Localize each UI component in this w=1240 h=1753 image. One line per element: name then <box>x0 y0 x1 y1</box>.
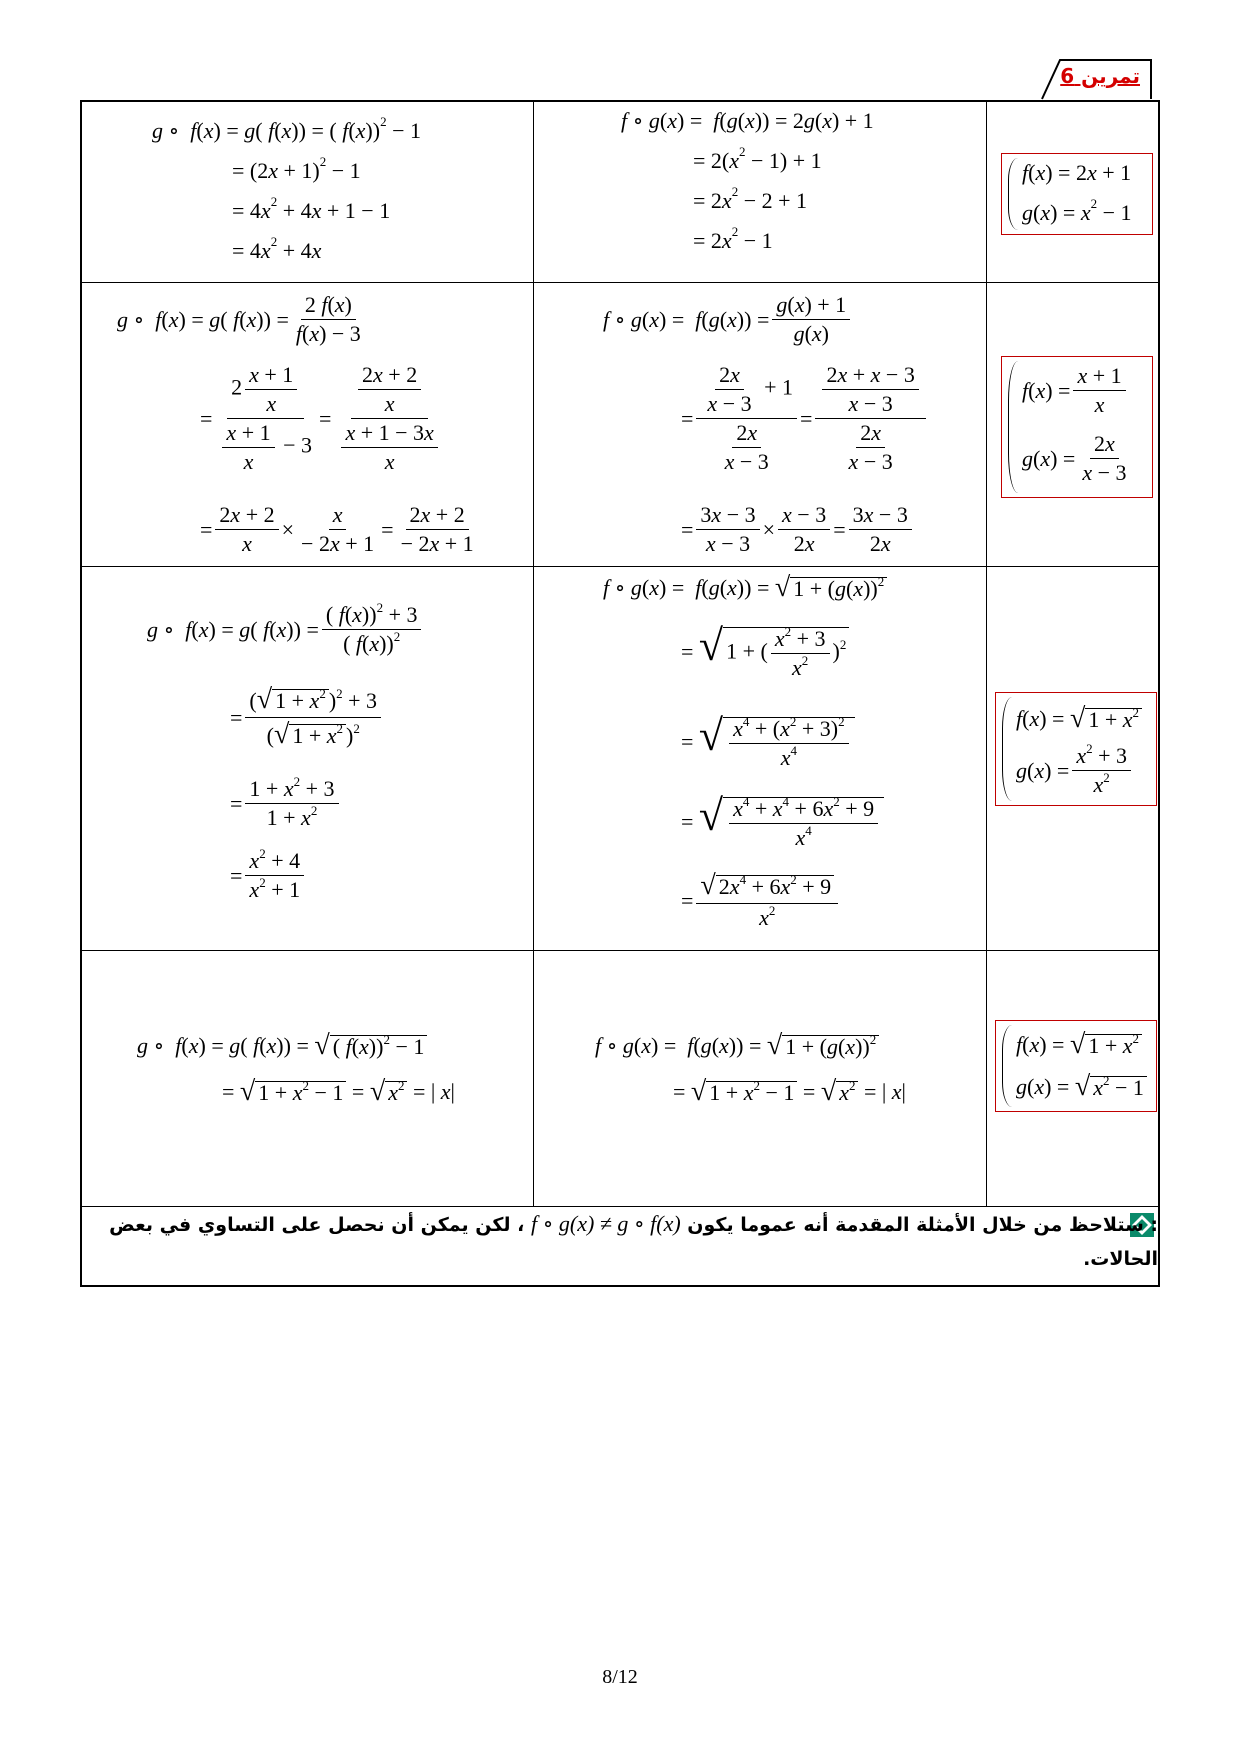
row-divider <box>82 1206 1158 1207</box>
definition-f: f ( x ) = √ $1 + x^2$ <box>1016 1031 1142 1059</box>
exercise-title: تمرين 6 <box>1060 64 1140 88</box>
fog-line-1: f ∘ g ( x ) = f ( g ( x )) = 2 g ( x ) + 1 <box>621 108 874 133</box>
fog-line-2: = 2( x 2 − 1) + 1 <box>693 143 822 173</box>
definition-box <box>1001 153 1153 235</box>
definition-g: g ( x ) = $\frac{x^2 + 3}{x^2}$ <box>1016 745 1134 796</box>
brace <box>1002 697 1013 801</box>
fog-cell <box>533 282 986 566</box>
brace <box>1008 361 1019 493</box>
gof-line-3: = 4 x 2 + 4 x + 1 − 1 <box>232 193 391 223</box>
fog-line-2: = $\frac{2x}{x - 3}$ + 1 $\frac{2x}{x - 3}$ = $\frac{\frac{2x + x - 3}{x - 3}}{\frac{2x}{x - 3}}$ <box>681 364 929 473</box>
column-divider <box>986 102 987 1207</box>
conclusion-note <box>82 1208 1158 1276</box>
note-bullet: : <box>1150 1214 1158 1236</box>
gof-line-1: g ∘ f ( x ) = g ( f ( x )) = √ ( f(x))$^2$ − 1 <box>137 1032 427 1060</box>
fog-line-1: f ∘ g ( x ) = f ( g ( x )) = $\frac{g(x) + 1}{g(x)}$ <box>603 294 853 345</box>
definition-g: g ( x ) = $\frac{2x}{x - 3}$ <box>1022 431 1127 485</box>
gof-line-2: = √ $1 + x^2 - 1$ = √ $x^2$ = | x | <box>222 1076 455 1107</box>
fog-line-3: = √ $\frac{x^4 + (x^2 + 3)^2}{x^4}$ <box>681 714 855 769</box>
brace <box>1002 1025 1013 1107</box>
fog-line-3: = 2 x 2 − 2 + 1 <box>693 183 808 213</box>
gof-cell <box>82 282 533 566</box>
note-formula: f ∘ g(x) ≠ g ∘ f(x) <box>530 1211 681 1236</box>
gof-cell <box>82 566 533 950</box>
exercise-tab <box>1040 58 1152 100</box>
definition-f: f ( x ) = $\frac{x + 1}{x}$ <box>1022 365 1129 416</box>
math-text-index <box>0 1720 1240 1721</box>
gof-line-1: g ∘ f ( x ) = g ( f ( x )) = ( f ( x )) 2 − 1 <box>152 113 421 143</box>
fog-cell <box>533 566 986 950</box>
page-number: 8/12 <box>602 1666 638 1688</box>
fog-line-2: = √ 1 + ( $\frac{x^2 + 3}{x^2}$ )$^2$ <box>681 624 849 679</box>
fog-line-4: = √ $\frac{x^4 + x^4 + 6x^2 + 9}{x^4}$ <box>681 794 884 849</box>
definition-box <box>995 692 1157 806</box>
fog-line-1: f ∘ g ( x ) = f ( g ( x )) = √ $1 + (g(x))^2$ <box>595 1032 879 1060</box>
note-text-1: ستلاحظ من خلال الأمثلة المقدمة أنه عموما يكون <box>687 1214 1144 1236</box>
definition-box <box>1001 356 1153 498</box>
fog-line-1: f ∘ g ( x ) = f ( g ( x )) = √ $1 + (g(x))^2$ <box>603 574 887 602</box>
gof-line-3: = $\frac{2x + 2}{x}$ × $\frac{x}{- 2x + 1}$ = $\frac{2x + 2}{- 2x + 1}$ <box>200 502 474 556</box>
gof-line-4: = 4 x 2 + 4 x <box>232 233 322 263</box>
fog-cell <box>533 950 986 1206</box>
fog-line-5: = √ $2x^4 + 6x^2 + 9$ $x^2$ <box>681 872 841 929</box>
gof-line-3: = $\frac{1 + x^2 + 3}{1 + x^2}$ <box>230 778 342 829</box>
gof-cell <box>82 102 533 282</box>
note-text-2: ، لكن يمكن أن نحصل على التساوي في بعض الحالات. <box>109 1214 1158 1270</box>
brace <box>1008 158 1019 230</box>
fog-cell <box>533 102 986 282</box>
gof-line-2: = ( √ $1 + x^2$ )$^2$ + 3 ( √ $1 + x^2$ )$^2$ <box>230 686 384 749</box>
fog-line-4: = 2 x 2 − 1 <box>693 223 773 253</box>
definition-f: f ( x ) = 2 x + 1 <box>1022 160 1132 185</box>
definition-f: f ( x ) = √ $1 + x^2$ <box>1016 705 1142 733</box>
gof-line-1: g ∘ f ( x ) = g ( f ( x )) = $\frac{( f(x))^2 + 3}{( f(x))^2}$ <box>147 604 424 655</box>
exercise-table <box>80 100 1160 1287</box>
gof-line-4: = $\frac{x^2 + 4}{x^2 + 1}$ <box>230 850 307 901</box>
fog-line-2: = √ $1 + x^2 - 1$ = √ $x^2$ = | x | <box>673 1076 906 1107</box>
gof-cell <box>82 950 533 1206</box>
fog-line-3: = $\frac{3x - 3}{x - 3}$ × $\frac{x - 3}{2x}$ = $\frac{3x - 3}{2x}$ <box>681 504 915 555</box>
definition-box <box>995 1020 1157 1112</box>
gof-line-2: = 2 $\frac{x + 1}{x}$ $\frac{x + 1}{x}$ − 3 = $\frac{\frac{2x + 2}{x}}{\frac{x + 1 - 3x}{x}}$ <box>200 364 448 473</box>
definition-g: g ( x ) = √ $x^2 - 1$ <box>1016 1073 1147 1101</box>
definition-g: g ( x ) = x 2 − 1 <box>1022 195 1132 225</box>
gof-line-1: g ∘ f ( x ) = g ( f ( x )) = $\frac{2 f(x)}{f(x) - 3}$ <box>117 292 361 346</box>
gof-line-2: = (2 x + 1) 2 − 1 <box>232 153 361 183</box>
